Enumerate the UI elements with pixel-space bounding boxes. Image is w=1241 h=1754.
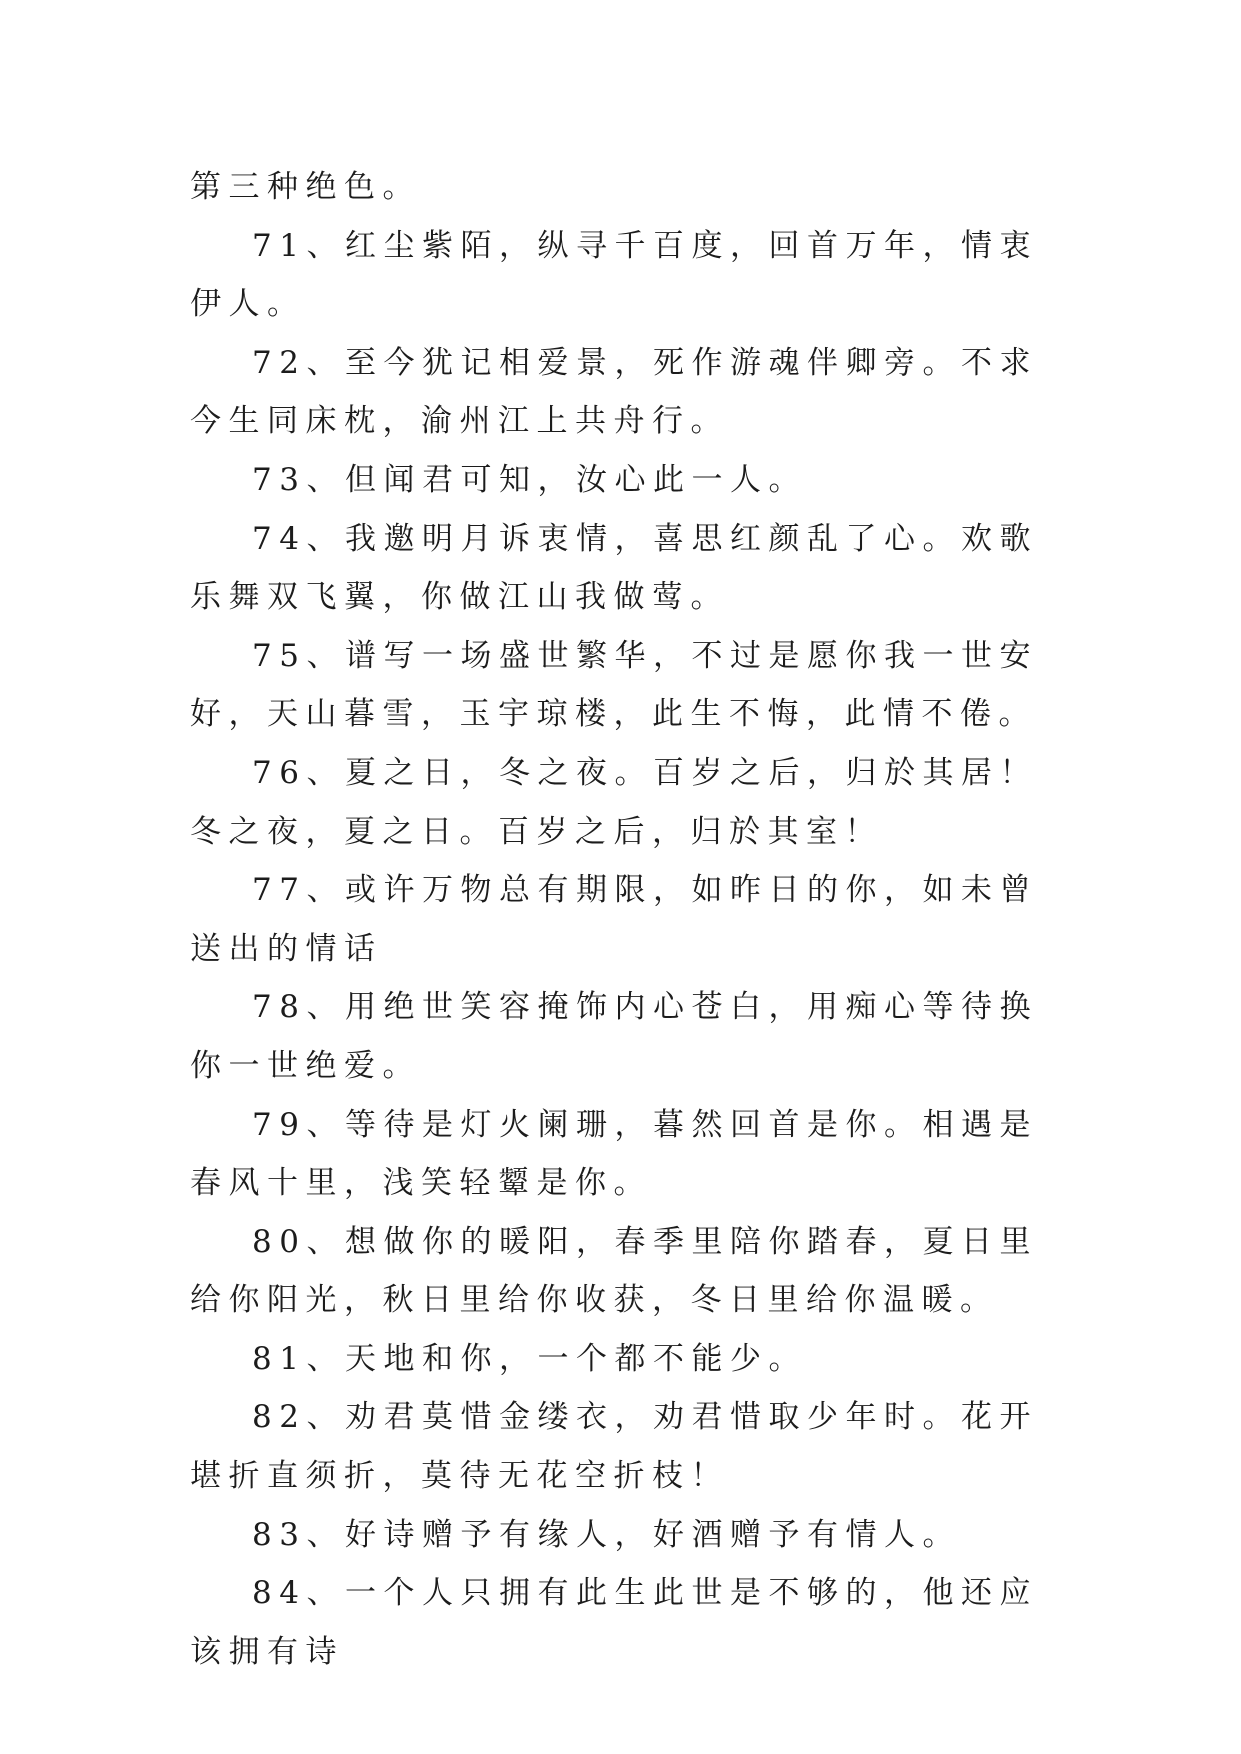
paragraph-74: 74、我邀明月诉衷情，喜思红颜乱了心。欢歌乐舞双飞翼，你做江山我做莺。 xyxy=(190,520,1038,616)
paragraph-71: 71、红尘紫陌，纵寻千百度，回首万年，情衷伊人。 xyxy=(190,227,1038,323)
paragraph-77: 77、或许万物总有期限，如昨日的你，如未曾送出的情话 xyxy=(190,872,1038,967)
paragraph-82: 82、劝君莫惜金缕衣，劝君惜取少年时。花开堪折直须折，莫待无花空折枝！ xyxy=(190,1399,1038,1495)
paragraph-83: 83、好诗赠予有缘人，好酒赠予有情人。 xyxy=(252,1516,961,1553)
paragraph-70-continuation: 第三种绝色。 xyxy=(190,169,421,205)
paragraph-73: 73、但闻君可知，汝心此一人。 xyxy=(252,461,807,498)
paragraph-76: 76、夏之日，冬之夜。百岁之后，归於其居！冬之夜，夏之日。百岁之后，归於其室！ xyxy=(190,754,1038,850)
paragraph-81: 81、天地和你，一个都不能少。 xyxy=(252,1340,807,1377)
paragraph-79: 79、等待是灯火阑珊，暮然回首是你。相遇是春风十里，浅笑轻颦是你。 xyxy=(190,1106,1038,1202)
paragraph-75: 75、谱写一场盛世繁华，不过是愿你我一世安好，天山暮雪，玉宇琼楼，此生不悔，此情不倦。 xyxy=(190,637,1038,733)
paragraph-72: 72、至今犹记相爱景，死作游魂伴卿旁。不求今生同床枕，渝州江上共舟行。 xyxy=(190,344,1038,440)
paragraph-78: 78、用绝世笑容掩饰内心苍白，用痴心等待换你一世绝爱。 xyxy=(190,989,1038,1084)
paragraph-84: 84、一个人只拥有此生此世是不够的，他还应该拥有诗 xyxy=(190,1575,1038,1670)
paragraph-80: 80、想做你的暖阳，春季里陪你踏春，夏日里给你阳光，秋日里给你收获，冬日里给你温暖。 xyxy=(190,1223,1038,1319)
document-body xyxy=(190,158,1060,1681)
